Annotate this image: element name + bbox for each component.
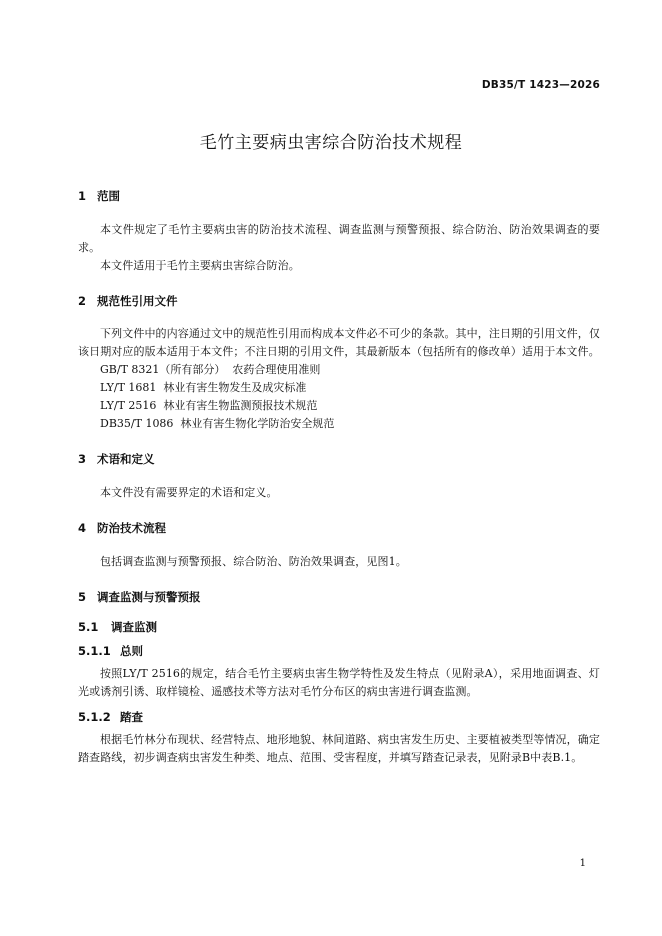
document-body [78, 188, 600, 767]
section-1-paragraph-2: 本文件适用于毛竹主要病虫害综合防治。 [100, 259, 300, 272]
reference-item: LY/T 2516 林业有害生物监测预报技术规范 [100, 399, 318, 412]
section-title: 防治技术流程 [97, 521, 166, 535]
section-title: 总则 [120, 644, 143, 658]
section-2-paragraph-1: 下列文件中的内容通过文中的规范性引用而构成本文件必不可少的条款。其中，注日期的引用文件，仅该日期对应的版本适用于本文件；不注日期的引用文件，其最新版本（包括所有的修改单）适用于本文件。 [78, 327, 600, 358]
reference-item: DB35/T 1086 林业有害生物化学防治安全规范 [100, 417, 335, 430]
section-number: 4 [78, 521, 87, 535]
subsection-5-1-2-heading [78, 709, 600, 725]
reference-item: LY/T 1681 林业有害生物发生及成灾标准 [100, 381, 307, 394]
subsection-5-1-1-heading [78, 643, 600, 659]
section-5-heading [78, 589, 600, 605]
section-number: 5 [78, 590, 87, 604]
section-1-paragraph-1: 本文件规定了毛竹主要病虫害的防治技术流程、调查监测与预警预报、综合防治、防治效果调查的要求。 [78, 223, 600, 254]
section-3-heading [78, 451, 600, 467]
document-title: 毛竹主要病虫害综合防治技术规程 [199, 133, 463, 153]
subsection-5-1-1-paragraph-1: 按照LY/T 2516的规定，结合毛竹主要病虫害生物学特性及发生特点（见附录A），采用地面调查、灯光或诱剂引诱、取样镜检、遥感技术等方法对毛竹分布区的病虫害进行调查监测。 [78, 667, 600, 698]
section-number: 5.1.1 [78, 644, 111, 658]
section-number: 3 [78, 452, 87, 466]
section-title: 术语和定义 [97, 452, 155, 466]
reference-item: GB/T 8321（所有部分） 农药合理使用准则 [100, 363, 321, 376]
subsection-5-1-2-paragraph-1: 根据毛竹林分布现状、经营特点、地形地貌、林间道路、病虫害发生历史、主要植被类型等情况，确定踏查路线，初步调查病虫害发生种类、地点、范围、受害程度，并填写踏查记录表，见附录B中表B.1。 [78, 733, 600, 764]
section-title: 规范性引用文件 [97, 294, 178, 308]
section-title: 范围 [97, 189, 120, 203]
section-4-paragraph-1: 包括调查监测与预警预报、综合防治、防治效果调查，见图1。 [100, 555, 407, 568]
section-2-heading [78, 293, 600, 309]
subsection-5-1-heading [78, 619, 600, 635]
section-1-heading [78, 188, 600, 204]
section-title: 调查监测与预警预报 [97, 590, 201, 604]
section-3-paragraph-1: 本文件没有需要界定的术语和定义。 [100, 486, 278, 499]
section-number: 2 [78, 294, 87, 308]
section-4-heading [78, 520, 600, 536]
section-number: 5.1 [78, 620, 99, 634]
standard-code: DB35/T 1423—2026 [481, 79, 600, 91]
section-number: 1 [78, 189, 87, 203]
page-number: 1 [579, 858, 586, 869]
section-title: 调查监测 [111, 620, 157, 634]
section-title: 踏查 [120, 710, 143, 724]
section-number: 5.1.2 [78, 710, 111, 724]
